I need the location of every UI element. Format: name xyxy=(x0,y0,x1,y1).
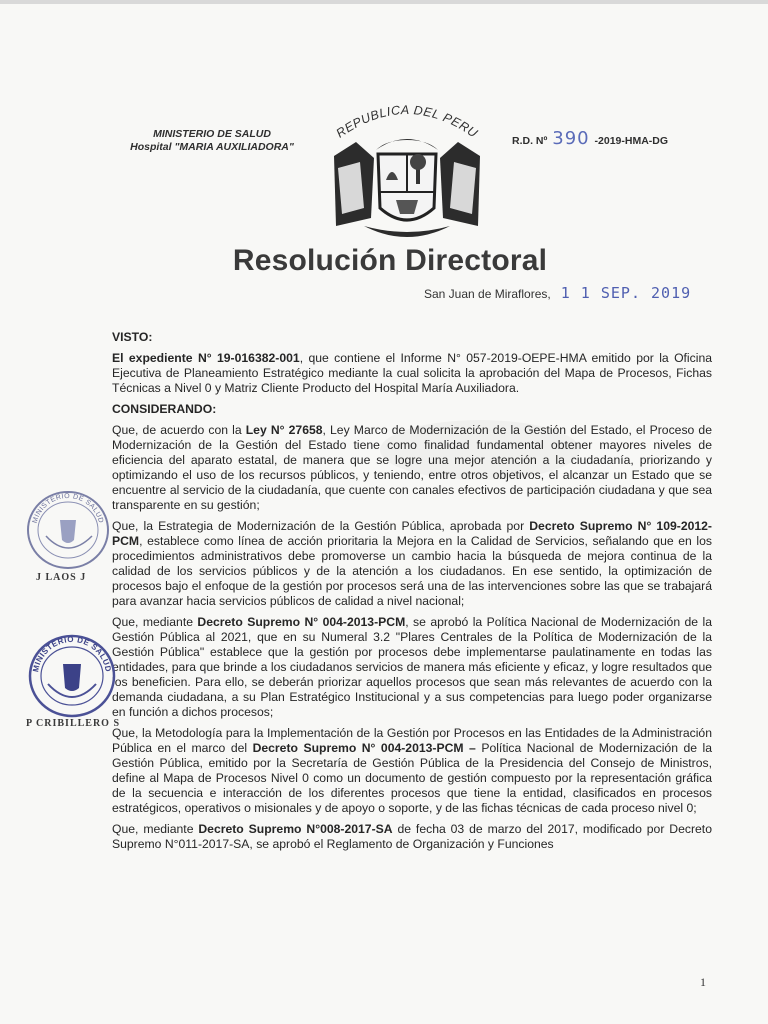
considerando-paragraph-3: Que, mediante Decreto Supremo N° 004-2013-PCM, se aprobó la Política Nacional de Modernización de la Gestión Pública al 2021, que en su Numeral 3.2 "Plares Centrales de la Política de Modernización de la Gestión Pública" establece que la gestión por procesos debe implementarse paulatinamente en todas las entidades, para que brinde a los ciudadanos servicios de manera más eficiente y eficaz, y logre resultados que los beneficien. Para ello, se deberán priorizar aquellos procesos que sean más relevantes de acuerdo con la demanda ciudadana, a su Plan Estratégico Institucional y a sus competencias para luego poder organizarse en función a dichos procesos; xyxy=(112,615,713,719)
scan-edge xyxy=(0,0,768,4)
seal-2 xyxy=(26,630,118,720)
date-stamp: 1 1 SEP. 2019 xyxy=(560,284,692,302)
national-coat-of-arms xyxy=(316,98,498,248)
svg-text:REPUBLICA DEL PERU xyxy=(334,103,481,141)
seal-1-signature-name: J LAOS J xyxy=(36,572,87,583)
dateline xyxy=(424,284,691,302)
visto-heading: VISTO: xyxy=(112,330,153,344)
seal-2-signature-name: P CRIBILLERO S xyxy=(26,718,121,729)
crest-caption: REPUBLICA DEL PERU xyxy=(333,102,481,141)
considerando-paragraph-1: Que, de acuerdo con la Ley N° 27658, Ley Marco de Modernización de la Gestión del Estado, el Proceso de Modernización de la Gestión del Estado tiene como finalidad fundamental obtener mayores niveles de eficiencia del aparato estatal, de manera que se logre una mejor atención a la ciudadanía, priorizando y optimizando el uso de los recursos públicos, y teniendo, entre otros objetivos, el alcanzar un Estado que se encuentre al servicio de la ciudadanía, que cuente con canales efectivos de participación ciudadana y que sea transparente en su gestión; xyxy=(112,423,712,512)
ministry-name: MINISTERIO DE SALUD xyxy=(153,128,271,140)
considerando-paragraph-2: Que, la Estrategia de Modernización de la Gestión Pública, aprobada por Decreto Supremo N° 109-2012-PCM, establece como línea de acción prioritaria la Mejora en la Calidad de Servicios, señalando que en los procedimientos administrativos debe promoverse un cambio hacia la búsqueda de mejora continua de la calidad de los servicios públicos y de la atención a los ciudadanos. En ese sentido, la optimización de procesos bajo el enfoque de la gestión por procesos será una de las intervenciones sobre las que se trabajará para avanzar hacia servicios públicos de calidad a nivel nacional; xyxy=(112,519,712,608)
rd-suffix: -2019-HMA-DG xyxy=(594,135,669,147)
considerando-paragraph-4: Que, la Metodología para la Implementación de la Gestión por Procesos en las Entidades de la Administración Pública en el marco del Decreto Supremo N° 004-2013-PCM – Política Nacional de Modernización de la Gestión Pública, emitido por la Secretaría de Gestión Pública de la Presidencia del Consejo de Ministros, define al Mapa de Procesos Nivel 0 como un documento de gestión compuesto por la representación gráfica de la secuencia e interacción de los diferentes procesos que tiene la entidad, clasificados en procesos estratégicos, operativos o misionales y de apoyo o soporte, y de las fichas técnicas de cada proceso nivel 0; xyxy=(112,726,712,815)
visto-paragraph: El expediente N° 19-016382-001, que contiene el Informe N° 057-2019-OEPE-HMA emitido por la Oficina Ejecutiva de Planeamiento Estratégico mediante la cual solicita la aprobación del Mapa de Procesos, Fichas Técnicas a Nivel 0 y Matriz Cliente Producto del Hospital María Auxiliadora. xyxy=(112,351,712,395)
seal-2-text: MINISTERIO DE SALUD xyxy=(31,634,113,673)
resolution-number xyxy=(512,128,668,149)
seal-1-text: MINISTERIO DE SALUD xyxy=(31,492,105,525)
ministry-heading xyxy=(112,128,312,154)
document-body xyxy=(112,330,712,858)
rd-number-stamp: 390 xyxy=(552,128,590,149)
dateline-place: San Juan de Miraflores, xyxy=(424,287,551,301)
svg-text:MINISTERIO DE SALUD xyxy=(32,493,105,524)
hospital-name: Hospital "MARIA AUXILIADORA" xyxy=(130,141,294,153)
rd-prefix: R.D. Nº xyxy=(512,135,548,147)
seal-1 xyxy=(22,486,114,574)
page-number: 1 xyxy=(700,975,706,989)
document-title: Resolución Directoral xyxy=(232,244,548,277)
considerando-paragraph-5: Que, mediante Decreto Supremo N°008-2017-SA de fecha 03 de marzo del 2017, modificado por Decreto Supremo N°011-2017-SA, se aprobó el Reglamento de Organización y Funciones xyxy=(112,822,712,851)
considerando-heading: CONSIDERANDO: xyxy=(112,402,217,416)
